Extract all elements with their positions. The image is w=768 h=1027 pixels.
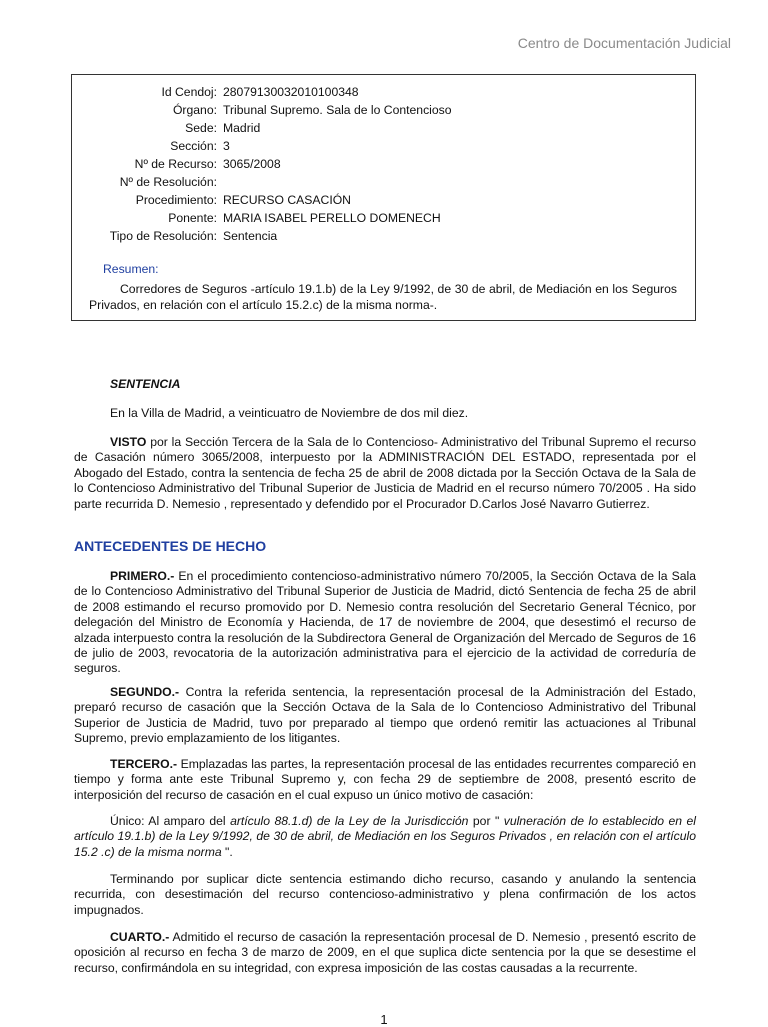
metadata-value: 28079130032010100348 bbox=[223, 85, 359, 99]
visto-text: por la Sección Tercera de la Sala de lo Contencioso- Administrativo del Tribunal Supremo el recurso de Casación número 3065/2008, interpuesto por la ADMINISTRACIÓN DEL ESTADO, representada por el Abogado del Estado, contra la sentencia de fecha 25 de abril de 2008 dictada por la Sección Octava de la Sala de lo Contencioso Administrativo del Tribunal Superior de Justicia de Madrid en el recurso número 70/2005 . Ha sido parte recurrida D. Nemesio , representado y defendido por el Procurador D.Carlos José Navarro Gutierrez. bbox=[74, 435, 696, 511]
metadata-label: Id Cendoj: bbox=[161, 85, 217, 99]
page-number: 1 bbox=[380, 1012, 388, 1027]
unico-text-b: artículo 88.1.d) de la Ley de la Jurisdicción bbox=[230, 814, 469, 828]
segundo-text: Contra la referida sentencia, la representación procesal de la Administración del Estado, preparó recurso de casación que la Sección Octava de la Sala de lo Contencioso Administrativo del Tribunal Superior de Justicia de Madrid, tuvo por preparado al tiempo que ordenó remitir las actuaciones al Tribunal Supremo, previo emplazamiento de los litigantes. bbox=[74, 685, 696, 746]
metadata-row-id-cendoj bbox=[72, 84, 695, 100]
metadata-value: Madrid bbox=[223, 121, 261, 135]
metadata-label: Tipo de Resolución: bbox=[109, 229, 217, 243]
resumen-label: Resumen: bbox=[103, 262, 159, 276]
metadata-label: Órgano: bbox=[172, 103, 217, 117]
sentencia-title-text: SENTENCIA bbox=[110, 377, 181, 391]
cuarto-lead: CUARTO.- bbox=[110, 930, 170, 944]
metadata-value: RECURSO CASACIÓN bbox=[223, 193, 351, 207]
unico-text-e: ". bbox=[221, 844, 233, 859]
metadata-row-numero-resolucion bbox=[72, 174, 695, 190]
unico-text-a: Único: Al amparo del bbox=[110, 814, 231, 828]
metadata-row-ponente bbox=[72, 210, 695, 226]
case-metadata-box bbox=[71, 74, 696, 321]
segundo-paragraph bbox=[74, 685, 696, 747]
metadata-label: Procedimiento: bbox=[135, 193, 217, 207]
metadata-value: 3 bbox=[223, 139, 230, 153]
metadata-value: 3065/2008 bbox=[223, 157, 281, 171]
segundo-lead: SEGUNDO.- bbox=[110, 685, 180, 699]
tercero-lead: TERCERO.- bbox=[110, 757, 178, 771]
section-heading: ANTECEDENTES DE HECHO bbox=[74, 538, 267, 554]
visto-lead: VISTO bbox=[110, 435, 147, 449]
metadata-row-numero-recurso bbox=[72, 156, 695, 172]
metadata-label: Sede: bbox=[185, 121, 217, 135]
cuarto-paragraph bbox=[74, 930, 696, 976]
metadata-label: Nº de Recurso: bbox=[134, 157, 217, 171]
primero-paragraph bbox=[74, 569, 696, 677]
primero-text: En el procedimiento contencioso-administrativo número 70/2005, la Sección Octava de la Sala de lo Contencioso Administrativo del Tribunal Superior de Justicia de Madrid, dictó Sentencia de fecha 25 de abril de 2008 estimando el recurso promovido por D. Nemesio contra resolución del Secretario General Técnico, por delegación del Ministro de Economía y Hacienda, de 17 de noviembre de 2004, que desestimó el recurso de alzada interpuesto contra la resolución de la Subdirectora General de Organización del Mercado de Seguros de 16 de julio de 2003, revocatoria de la autorización administrativa para el ejercicio de la actividad de correduría de seguros. bbox=[74, 569, 696, 676]
metadata-row-tipo-resolucion bbox=[72, 228, 695, 244]
metadata-value: MARIA ISABEL PERELLO DOMENECH bbox=[223, 211, 441, 225]
visto-paragraph bbox=[74, 435, 696, 512]
tercero-paragraph bbox=[74, 757, 696, 803]
terminando-paragraph: Terminando por suplicar dicte sentencia estimando dicho recurso, casando y anulando la sentencia recurrida, con desestimación del recurso contencioso-administrativo y plena confirmación de los actos impugnados. bbox=[74, 872, 696, 917]
unico-text-c: por " bbox=[468, 814, 504, 828]
sentencia-title bbox=[74, 377, 696, 392]
metadata-row-procedimiento bbox=[72, 192, 695, 208]
metadata-row-sede bbox=[72, 120, 695, 136]
resumen-text: Corredores de Seguros -artículo 19.1.b) de la Ley 9/1992, de 30 de abril, de Mediación en los Seguros Privados, en relación con el artículo 15.2.c) de la misma norma-. bbox=[89, 282, 677, 312]
unico-paragraph bbox=[74, 814, 696, 860]
cuarto-text: Admitido el recurso de casación la representación procesal de D. Nemesio , presentó escrito de oposición al recurso en fecha 3 de marzo de 2009, en el que suplica dicte sentencia por la que se desestime el recurso, confirmándola en su integridad, con expresa imposición de las costas causadas a la recurrente. bbox=[74, 930, 696, 975]
tercero-text: Emplazadas las partes, la representación procesal de las entidades recurrentes compareció en tiempo y forma ante este Tribunal Supremo y, con fecha 29 de septiembre de 2008, presentó escrito de interposición del recurso de casación en el cual expuso un único motivo de casación: bbox=[74, 757, 696, 802]
metadata-label: Ponente: bbox=[168, 211, 217, 225]
unico-text-d: vulneración de lo establecido en el artículo 19.1.b) de la Ley 9/1992, de 30 de abril, de Mediación en los Seguros Privados , en relación con el artículo 15.2 .c) de la misma norma bbox=[74, 814, 696, 859]
metadata-label: Nº de Resolución: bbox=[119, 175, 217, 189]
metadata-row-seccion bbox=[72, 138, 695, 154]
intro-paragraph: En la Villa de Madrid, a veinticuatro de Noviembre de dos mil diez. bbox=[110, 406, 469, 420]
metadata-value: Tribunal Supremo. Sala de lo Contencioso bbox=[223, 103, 452, 117]
metadata-label: Sección: bbox=[170, 139, 217, 153]
document-source-header: Centro de Documentación Judicial bbox=[517, 35, 731, 51]
metadata-row-organo bbox=[72, 102, 695, 118]
metadata-value: Sentencia bbox=[223, 229, 278, 243]
primero-lead: PRIMERO.- bbox=[110, 569, 175, 583]
